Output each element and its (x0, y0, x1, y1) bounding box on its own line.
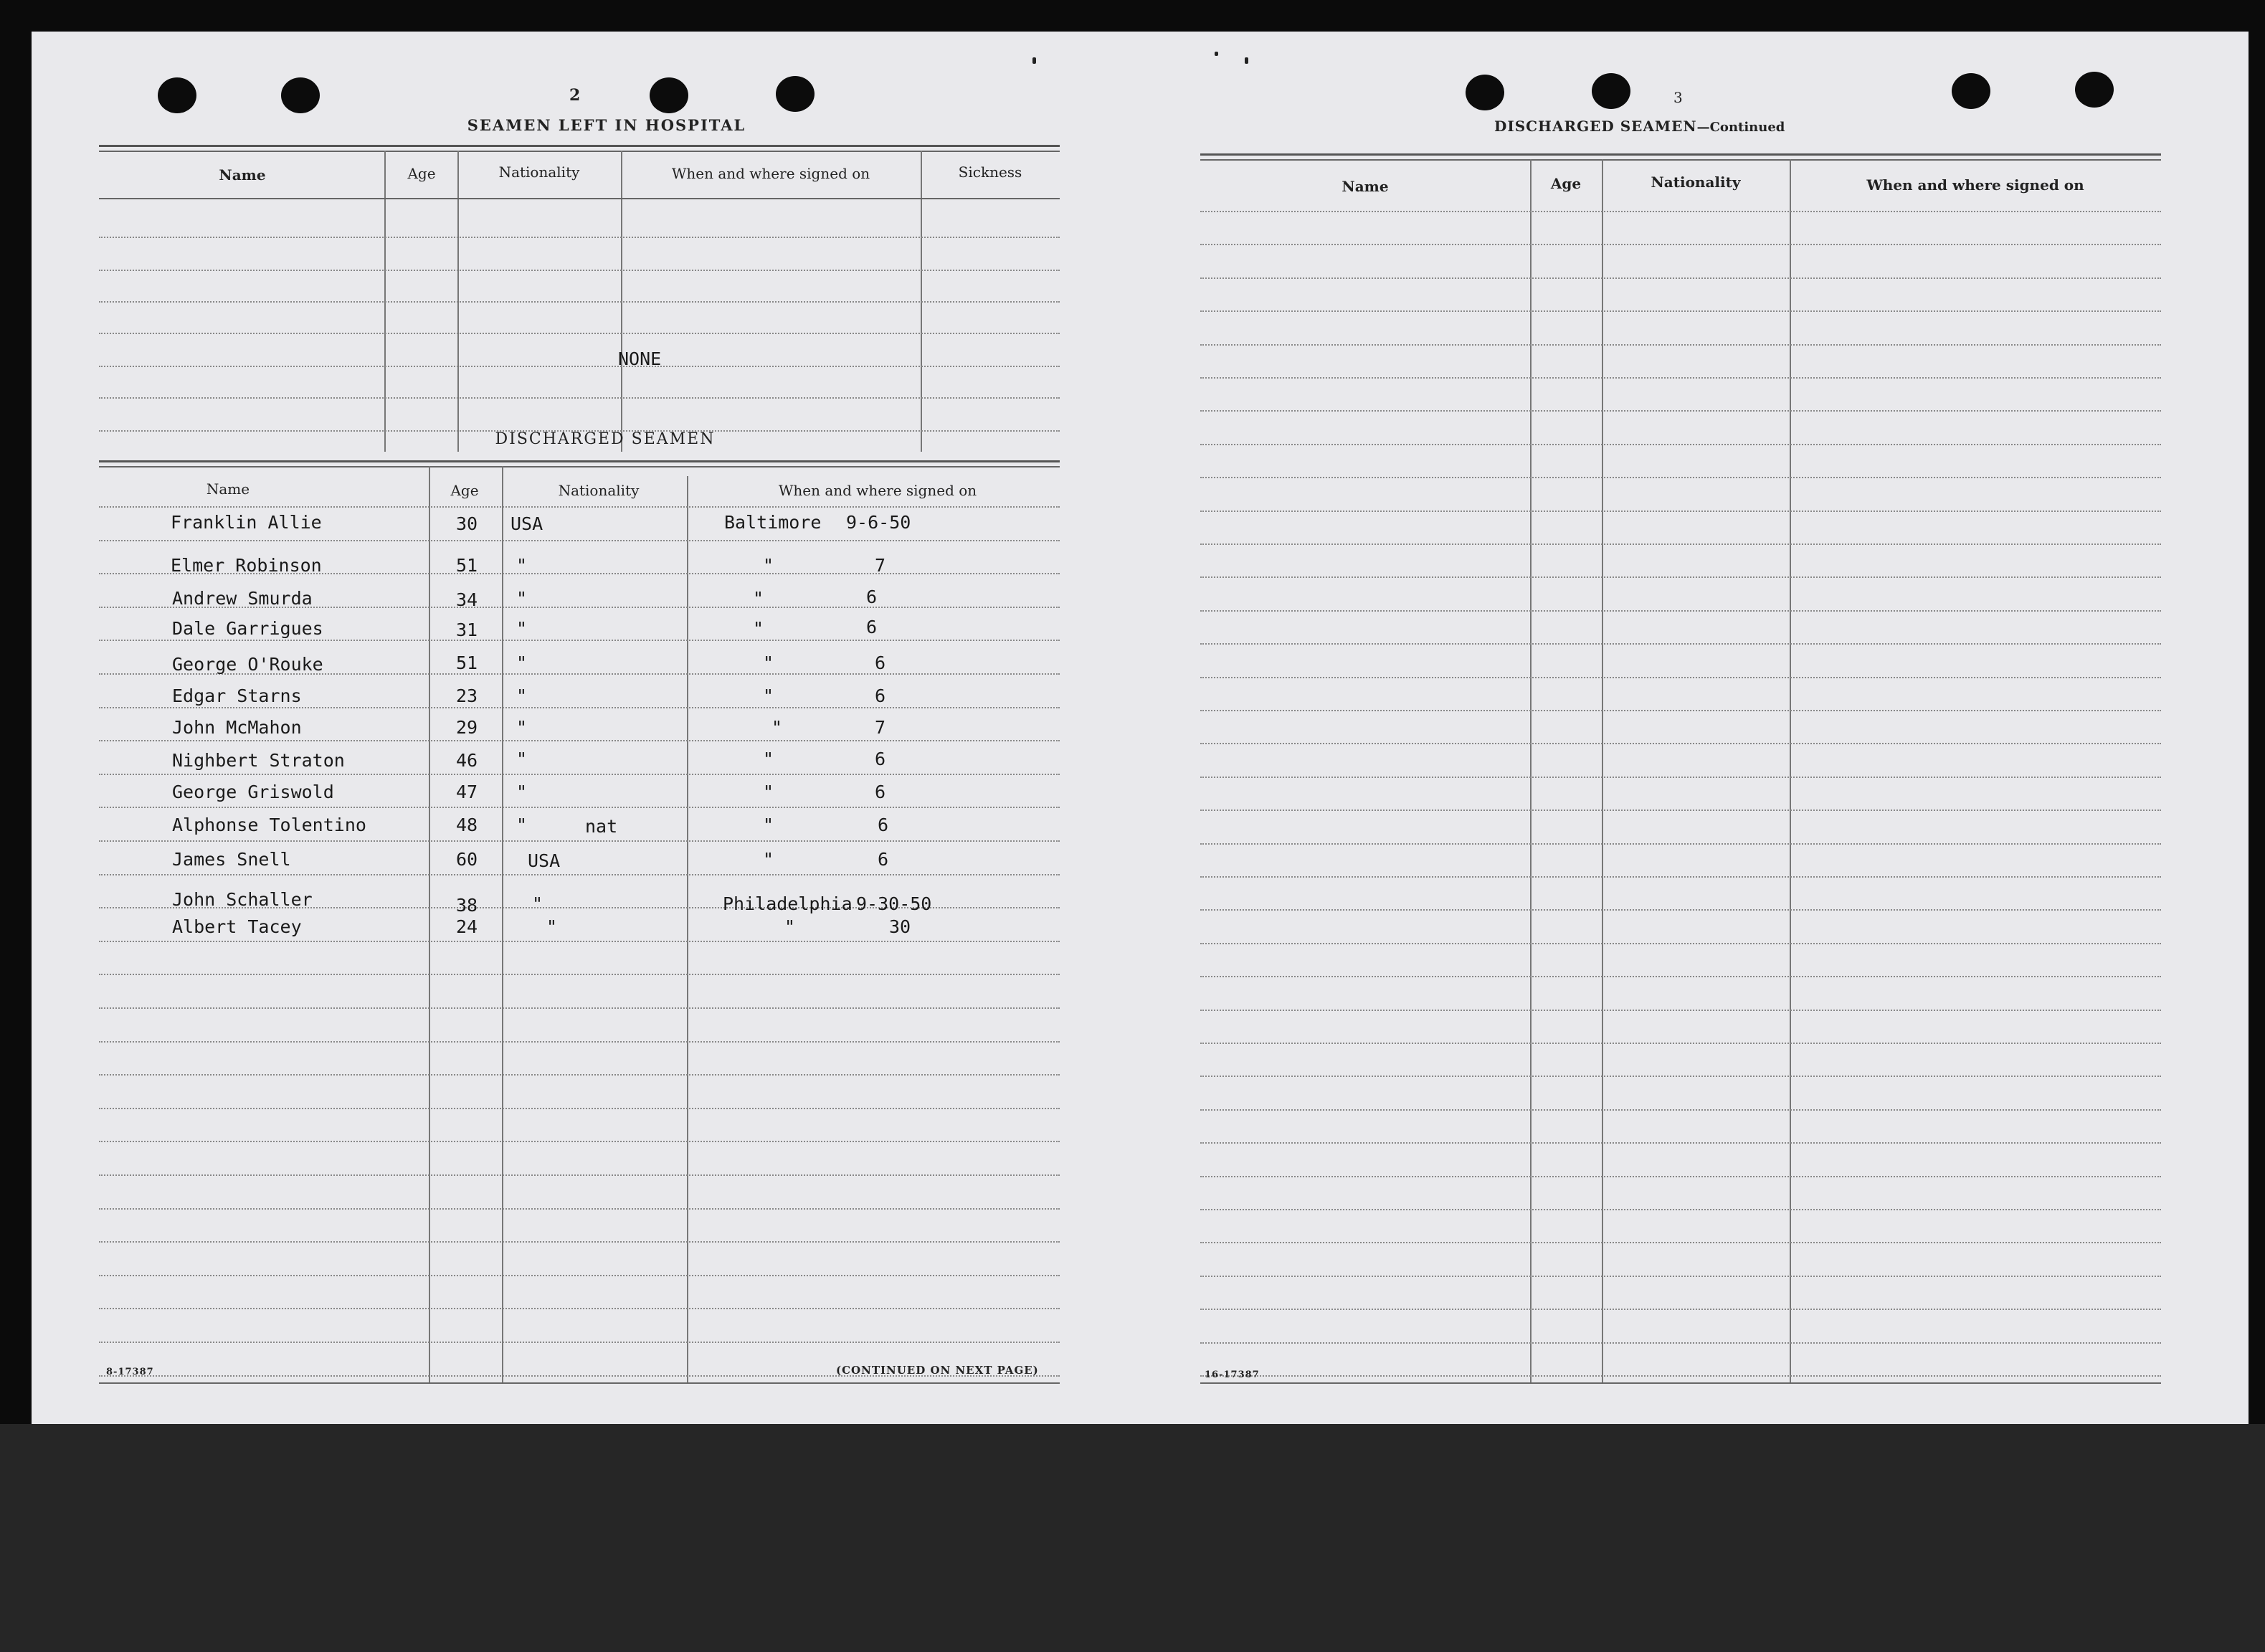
seaman-nationality: " (546, 916, 558, 937)
seaman-nationality: " (516, 588, 528, 609)
row-rule (1200, 511, 2161, 512)
section-title-text: DISCHARGED SEAMEN (1494, 118, 1697, 135)
col-header-nationality: Nationality (498, 163, 580, 181)
document-sheet (32, 32, 2249, 1424)
row-rule (1200, 1209, 2161, 1210)
col-header-name: Name (219, 166, 266, 184)
signed-on-place: " (784, 916, 796, 937)
seaman-age: 51 (456, 555, 478, 576)
signed-on-place: " (763, 652, 774, 673)
row-rule (99, 640, 1060, 641)
seaman-name: James Snell (172, 849, 291, 870)
punch-hole (158, 77, 196, 113)
table-rule (99, 460, 1060, 462)
seaman-nationality: " (532, 893, 543, 914)
speck-mark (1215, 52, 1218, 56)
row-rule (1200, 943, 2161, 944)
row-rule (99, 366, 1060, 367)
row-rule (1200, 710, 2161, 711)
row-rule (99, 1241, 1060, 1243)
seaman-nationality: " (516, 685, 528, 706)
form-number: 8-17387 (106, 1367, 154, 1377)
seaman-nationality: " (516, 717, 528, 738)
signed-on-date: 6 (878, 815, 889, 835)
continued-note: (CONTINUED ON NEXT PAGE) (836, 1364, 1039, 1377)
seaman-nationality: " (516, 652, 528, 673)
punch-hole (1592, 73, 1630, 109)
punch-hole (650, 77, 688, 113)
row-rule (99, 270, 1060, 271)
col-header-signed-on: When and where signed on (778, 482, 977, 499)
signed-on-date: 9-30-50 (856, 893, 932, 914)
section-title-suffix: —Continued (1696, 120, 1785, 135)
column-divider (429, 466, 430, 1382)
row-rule (1200, 677, 2161, 678)
table-rule (99, 151, 1060, 152)
row-rule (1200, 1010, 2161, 1011)
column-divider (502, 466, 503, 1382)
page-number: 2 (569, 86, 581, 105)
signed-on-place: " (753, 588, 764, 609)
row-rule (1200, 1176, 2161, 1177)
row-rule (99, 974, 1060, 975)
row-rule (99, 740, 1060, 741)
table-rule (99, 145, 1060, 147)
seaman-name: Nighbert Straton (172, 750, 345, 771)
seaman-age: 46 (456, 750, 478, 771)
seaman-age: 38 (456, 895, 478, 916)
table-bottom-rule (1200, 1382, 2161, 1384)
seaman-name: Franklin Allie (171, 512, 322, 533)
signed-on-place: " (763, 782, 774, 802)
signed-on-date: 6 (875, 749, 886, 769)
seaman-name: Dale Garrigues (172, 618, 323, 639)
row-rule (99, 707, 1060, 708)
row-rule (1200, 1142, 2161, 1144)
col-header-age: Age (450, 482, 479, 499)
row-rule (1200, 344, 2161, 346)
table-bottom-rule (99, 1382, 1060, 1384)
col-header-name: Name (1342, 178, 1389, 195)
row-rule (99, 1275, 1060, 1276)
page-number: 3 (1673, 89, 1683, 106)
row-rule (1200, 843, 2161, 845)
seaman-nationality: " (516, 815, 528, 835)
row-rule (1200, 1276, 2161, 1277)
row-rule (1200, 1242, 2161, 1243)
seaman-age: 48 (456, 815, 478, 835)
column-divider (1790, 159, 1791, 1382)
seaman-nationality: " (516, 618, 528, 639)
hospital-section-title: SEAMEN LEFT IN HOSPITAL (467, 116, 746, 134)
row-rule (1200, 410, 2161, 412)
speck-mark (1032, 57, 1036, 64)
seaman-age: 51 (456, 652, 478, 673)
row-rule (1200, 810, 2161, 811)
seaman-name: John Schaller (172, 889, 313, 910)
signed-on-place: " (763, 555, 774, 576)
row-rule (1200, 477, 2161, 478)
seaman-age: 24 (456, 916, 478, 937)
signed-on-date: 6 (875, 685, 886, 706)
punch-hole (776, 76, 815, 112)
seaman-nationality: USA (511, 513, 543, 534)
seaman-nationality: " (516, 749, 528, 769)
form-number: 16-17387 (1205, 1369, 1260, 1380)
col-header-signed-on: When and where signed on (671, 165, 870, 182)
row-rule (1200, 277, 2161, 279)
row-rule (99, 1174, 1060, 1176)
row-rule (99, 840, 1060, 842)
seaman-nationality: " (516, 782, 528, 802)
signed-on-place: Philadelphia (723, 893, 853, 914)
row-rule (99, 540, 1060, 541)
row-rule (99, 1108, 1060, 1109)
row-rule (1200, 976, 2161, 977)
signed-on-place: " (771, 717, 783, 738)
row-rule (99, 874, 1060, 875)
seaman-name: Alphonse Tolentino (172, 815, 366, 835)
row-rule (1200, 211, 2161, 212)
row-rule (99, 774, 1060, 775)
row-rule (1200, 1342, 2161, 1344)
row-rule (99, 941, 1060, 942)
continued-section-title (1494, 118, 1785, 135)
seaman-name: Edgar Starns (172, 685, 302, 706)
punch-hole (1952, 73, 1990, 109)
seaman-name: George O'Rouke (172, 654, 323, 675)
row-rule (99, 1342, 1060, 1343)
table-rule (1200, 159, 2161, 161)
col-header-sickness: Sickness (958, 163, 1022, 181)
row-rule (99, 1041, 1060, 1043)
col-header-name: Name (206, 480, 250, 498)
header-rule (99, 198, 1060, 199)
column-divider (1602, 159, 1603, 1382)
seaman-name: Andrew Smurda (172, 588, 313, 609)
seaman-age: 47 (456, 782, 478, 802)
row-rule (99, 1208, 1060, 1210)
row-rule (1200, 909, 2161, 911)
row-rule (1200, 743, 2161, 744)
signed-on-place: " (763, 749, 774, 769)
col-header-age: Age (1550, 175, 1582, 192)
seaman-name: Elmer Robinson (171, 555, 322, 576)
row-rule (1200, 876, 2161, 878)
seaman-age: 23 (456, 685, 478, 706)
seaman-nationality: " (516, 555, 528, 576)
row-rule (99, 1007, 1060, 1009)
background-floor (0, 1424, 2265, 1652)
row-rule (99, 506, 1060, 508)
row-rule (1200, 310, 2161, 312)
row-rule (99, 1141, 1060, 1142)
signed-on-date: 9-6-50 (846, 512, 911, 533)
column-divider (1530, 159, 1532, 1382)
signed-on-date: 6 (866, 587, 878, 607)
row-rule (1200, 576, 2161, 578)
row-rule (1200, 1375, 2161, 1377)
signed-on-place: " (763, 685, 774, 706)
seaman-name: George Griswold (172, 782, 334, 802)
seaman-name: Albert Tacey (172, 916, 302, 937)
signed-on-date: 6 (875, 652, 886, 673)
row-rule (99, 397, 1060, 399)
signed-on-date: 6 (875, 782, 886, 802)
row-rule (1200, 1043, 2161, 1044)
row-rule (99, 237, 1060, 238)
punch-hole (1466, 75, 1504, 110)
row-rule (99, 333, 1060, 334)
signed-on-date: 7 (875, 555, 886, 576)
row-rule (1200, 1309, 2161, 1310)
row-rule (1200, 1109, 2161, 1111)
row-rule (1200, 444, 2161, 445)
discharged-section-title: DISCHARGED SEAMEN (495, 430, 716, 448)
nationality-note: nat (585, 816, 618, 837)
row-rule (99, 1074, 1060, 1076)
punch-hole (2075, 72, 2114, 108)
row-rule (1200, 610, 2161, 612)
seaman-age: 30 (456, 513, 478, 534)
seaman-nationality: USA (528, 850, 561, 871)
row-rule (99, 1308, 1060, 1309)
signed-on-date: 6 (866, 617, 878, 637)
seaman-age: 34 (456, 589, 478, 610)
signed-on-date: 7 (875, 717, 886, 738)
punch-hole (281, 77, 320, 113)
table-rule (1200, 153, 2161, 156)
row-rule (1200, 1076, 2161, 1077)
signed-on-place: Baltimore (724, 512, 822, 533)
col-header-age: Age (407, 165, 436, 182)
col-header-signed-on: When and where signed on (1866, 176, 2084, 194)
row-rule (99, 301, 1060, 303)
table-rule (99, 466, 1060, 467)
seaman-age: 29 (456, 717, 478, 738)
seaman-name: John McMahon (172, 717, 302, 738)
signed-on-place: " (763, 815, 774, 835)
row-rule (1200, 377, 2161, 379)
row-rule (99, 807, 1060, 808)
hospital-entry-none: NONE (618, 348, 662, 369)
row-rule (1200, 777, 2161, 778)
speck-mark (1245, 57, 1248, 64)
col-header-nationality: Nationality (1651, 174, 1741, 191)
signed-on-date: 6 (878, 849, 889, 870)
row-rule (1200, 543, 2161, 545)
seaman-age: 60 (456, 849, 478, 870)
signed-on-place: " (753, 618, 764, 639)
col-header-nationality: Nationality (558, 482, 640, 499)
row-rule (1200, 643, 2161, 645)
seaman-age: 31 (456, 620, 478, 640)
column-divider (687, 476, 688, 1382)
signed-on-date: 30 (889, 916, 911, 937)
row-rule (1200, 244, 2161, 245)
signed-on-place: " (763, 849, 774, 870)
